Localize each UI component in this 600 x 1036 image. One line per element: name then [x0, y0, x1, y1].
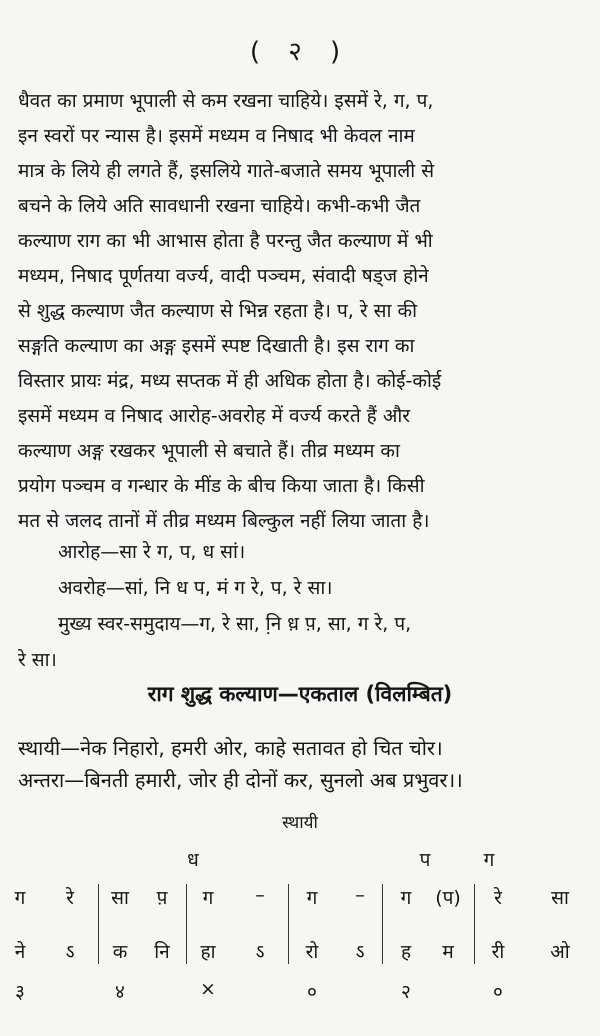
antara-lyric: अन्तरा—बिनती हमारी, जोर ही दोनों कर, सुनलो अब प्रभुवर।। — [18, 768, 463, 792]
bol-cell: ओ — [550, 941, 570, 963]
swara-cell: – — [355, 884, 365, 906]
paragraph-line: इन स्वरों पर न्यास है। इसमें मध्यम व निषाद भी केवल नाम — [18, 125, 415, 147]
bol-cell: म — [442, 941, 454, 963]
bol-cell: ने — [14, 941, 26, 963]
taal-mark: ० — [307, 981, 317, 1003]
swara-cell: – — [255, 884, 265, 906]
vibhag-divider — [288, 884, 289, 964]
paragraph-line: प्रयोग पञ्चम व गन्धार के मींड के बीच किया जाता है। किसी — [18, 475, 425, 497]
mukhya-swar-line: मुख्य स्वर-समुदाय—ग, रे सा, नि़ ध़ प़, सा, ग रे, प, — [58, 613, 412, 635]
grace-note: प — [419, 849, 431, 871]
vibhag-divider — [382, 884, 383, 964]
avaroha-line: अवरोह—सां, नि ध प, मं ग रे, प, रे सा। — [58, 577, 333, 599]
paragraph-line: मत से जलद तानों में तीव्र मध्यम बिल्कुल नहीं लिया जाता है। — [18, 510, 430, 532]
taal-mark: ० — [493, 981, 503, 1003]
swara-cell: ग — [202, 887, 214, 909]
swara-cell: सा — [551, 887, 569, 909]
bol-cell: नि — [154, 941, 170, 963]
bol-cell: ऽ — [355, 941, 365, 963]
taal-mark: २ — [401, 981, 411, 1003]
vibhag-divider — [474, 884, 475, 964]
paragraph-line: बचने के लिये अति सावधानी रखना चाहिये। कभी-कभी जैत — [18, 195, 421, 217]
taal-mark: ३ — [15, 981, 25, 1003]
bol-cell: ऽ — [255, 941, 265, 963]
bol-cell: हा — [200, 941, 216, 963]
paragraph-line: कल्याण राग का भी आभास होता है परन्तु जैत कल्याण में भी — [18, 230, 433, 252]
paragraph-line: विस्तार प्रायः मंद्र, मध्य सप्तक में ही अधिक होता है। कोई-कोई — [18, 370, 442, 392]
paragraph-line: सङ्गति कल्याण का अङ्ग इसमें स्पष्ट दिखाती है। इस राग का — [18, 335, 415, 357]
raga-heading: राग शुद्ध कल्याण—एकताल (विलम्बित) — [147, 682, 453, 706]
swara-cell: ग — [400, 887, 412, 909]
notation-table — [0, 846, 600, 1026]
swara-cell: ग — [306, 887, 318, 909]
swara-cell: प़ — [156, 887, 168, 909]
page-number: ( २ ) — [249, 37, 351, 67]
aroha-line: आरोह—सा रे ग, प, ध सां। — [58, 541, 246, 563]
sthayi-title: स्थायी — [282, 813, 318, 833]
vibhag-divider — [186, 884, 187, 964]
paragraph-line: कल्याण अङ्ग रखकर भूपाली से बचाते हैं। तीव्र मध्यम का — [18, 440, 400, 462]
swara-cell: ग — [14, 887, 26, 909]
paragraph-line: मध्यम, निषाद पूर्णतया वर्ज्य, वादी पञ्चम, संवादी षड्ज होने — [18, 265, 429, 287]
swara-cell: सा — [111, 887, 129, 909]
swara-cell: रे — [494, 887, 502, 909]
description-paragraph — [18, 84, 584, 539]
bol-cell: ह — [400, 941, 412, 963]
bol-cell: री — [491, 941, 505, 963]
paragraph-line: मात्र के लिये ही लगते हैं, इसलिये गाते-बजाते समय भूपाली से — [18, 160, 435, 182]
paragraph-line: धैवत का प्रमाण भूपाली से कम रखना चाहिये। इसमें रे, ग, प, — [18, 90, 434, 112]
mukhya-swar-continuation: रे सा। — [18, 649, 57, 671]
grace-note: ग — [483, 849, 495, 871]
swara-cell: (प) — [435, 887, 461, 909]
swara-cell: रे — [66, 887, 74, 909]
paragraph-line: से शुद्ध कल्याण जैत कल्याण से भिन्न रहता है। प, रे सा की — [18, 300, 417, 322]
paragraph-line: इसमें मध्यम व निषाद आरोह-अवरोह में वर्ज्य करते हैं और — [18, 405, 411, 427]
bol-cell: रो — [305, 941, 319, 963]
taal-mark: × — [200, 978, 216, 1000]
bol-cell: क — [112, 941, 128, 963]
taal-mark: ४ — [115, 981, 125, 1003]
bol-cell: ऽ — [65, 941, 75, 963]
sthayi-lyric: स्थायी—नेक निहारो, हमरी ओर, काहे सतावत हो चित चोर। — [18, 736, 443, 760]
grace-note: ध — [187, 849, 199, 871]
vibhag-divider — [98, 884, 99, 964]
